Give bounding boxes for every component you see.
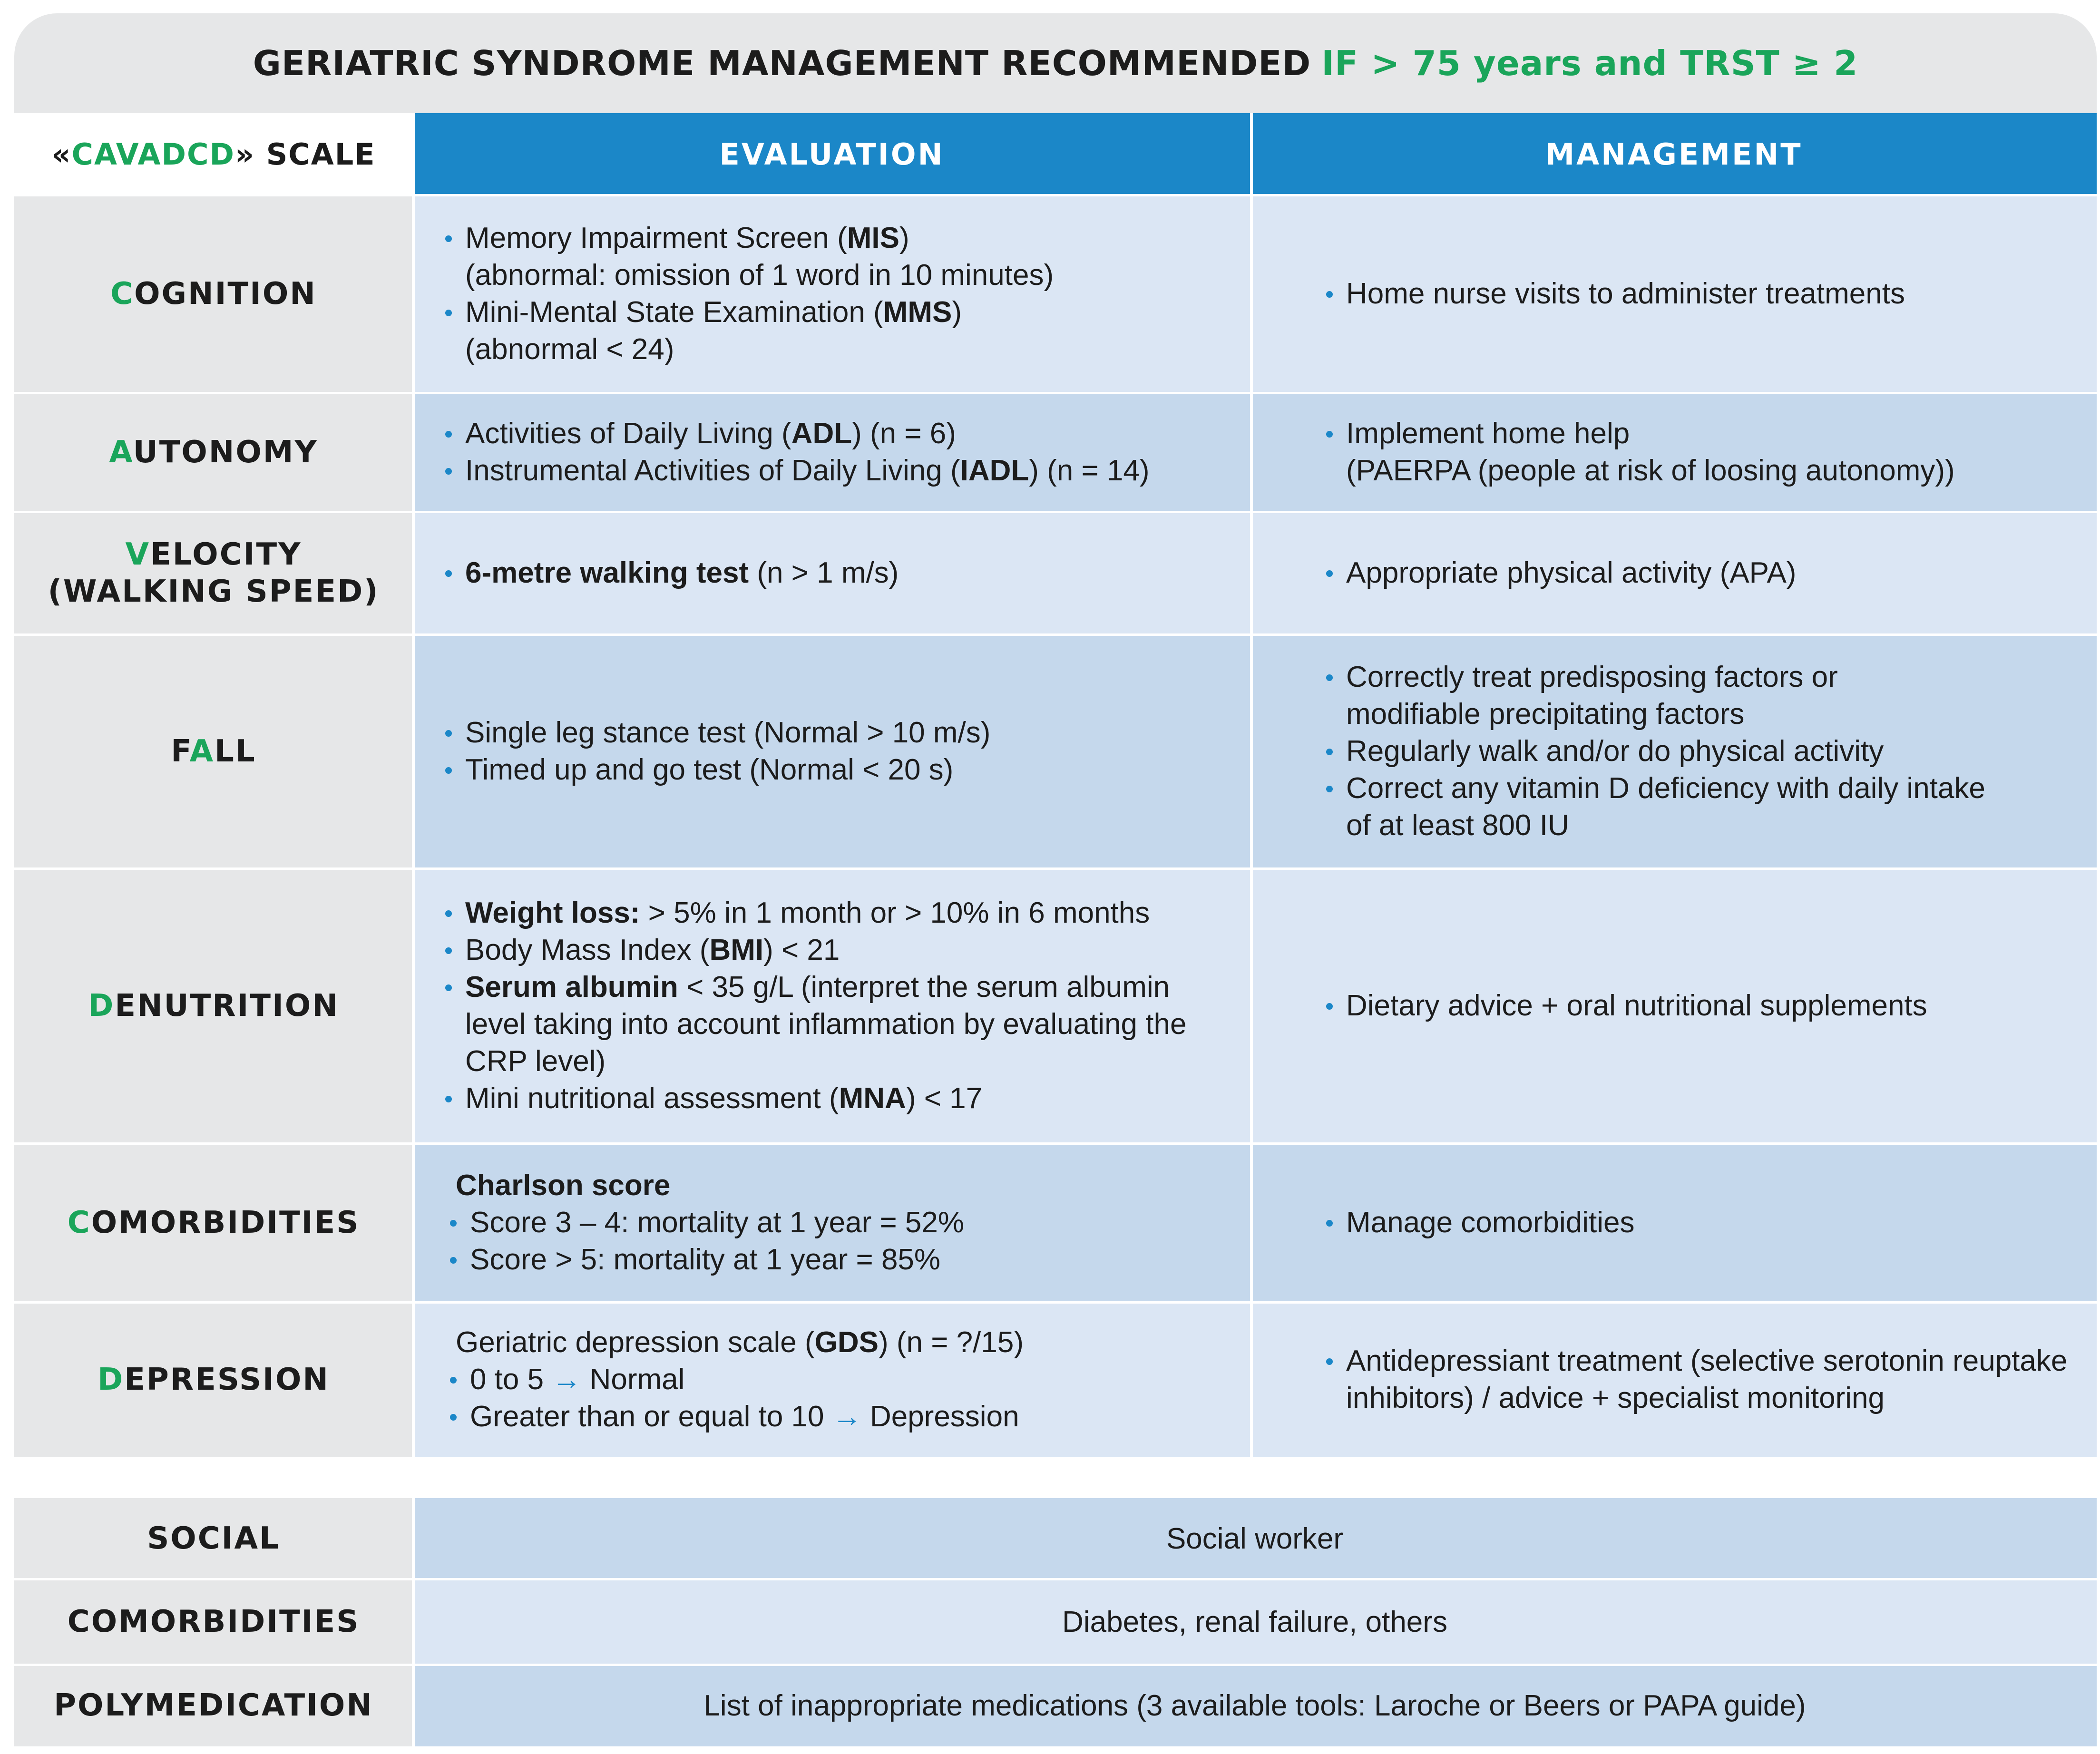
- management-header: MANAGEMENT: [1251, 113, 2097, 195]
- divider: [14, 1664, 2097, 1666]
- fall-management: Correctly treat predisposing factors or modifiable precipitating factors Regularly walk and/or do physical activity Correct any vitamin D deficiency with daily intake of at least 800 IU: [1251, 634, 2097, 868]
- divider: [14, 633, 2097, 636]
- bottom-value-polymedication: List of inappropriate medications (3 available tools: Laroche or Beers or PAPA guide): [413, 1665, 2097, 1746]
- list-item: Mini nutritional assessment (MNA) < 17: [465, 1080, 1241, 1117]
- list-item: Timed up and go test (Normal < 20 s): [465, 751, 1241, 789]
- comorbidities-management: [1251, 1143, 2097, 1302]
- scale-header: « CAVADCD » SCALE: [14, 113, 413, 195]
- velocity-management: [1251, 512, 2097, 634]
- divider: [412, 1498, 415, 1746]
- divider: [14, 392, 2097, 394]
- row-label-cognition: COGNITION: [14, 195, 413, 393]
- arrow-right-icon: →: [552, 1363, 582, 1396]
- depression-management: Antidepressiant treatment (selective serotonin reuptake inhibitors) / advice + specialist monitoring: [1251, 1302, 2097, 1457]
- list-item: Single leg stance test (Normal > 10 m/s): [465, 714, 1241, 751]
- list-item: Correctly treat predisposing factors or: [1346, 659, 2087, 696]
- list-item: Serum albumin < 35 g/L (interpret the serum albumin: [465, 969, 1241, 1006]
- divider: [412, 113, 415, 1457]
- autonomy-evaluation: [413, 393, 1251, 512]
- list-item: Appropriate physical activity (APA): [1346, 555, 2087, 592]
- velocity-evaluation: [413, 512, 1251, 634]
- list-item: Memory Impairment Screen (MIS): [465, 220, 1241, 257]
- list-item: Antidepressiant treatment (selective serotonin reuptake: [1346, 1343, 2087, 1380]
- divider: [14, 511, 2097, 513]
- depression-evaluation: [413, 1302, 1251, 1457]
- list-item: Regularly walk and/or do physical activity: [1346, 733, 2087, 770]
- list-item: 0 to 5 → Normal: [470, 1361, 1241, 1398]
- row-label-denutrition: DENUTRITION: [14, 868, 413, 1143]
- title-condition: IF > 75 years and TRST ≥ 2: [1321, 43, 1858, 83]
- row-label-velocity: VELOCITY (WALKING SPEED): [14, 512, 413, 634]
- cognition-management: [1251, 195, 2097, 393]
- list-item: Correct any vitamin D deficiency with daily intake: [1346, 770, 2087, 807]
- evaluation-header: EVALUATION: [413, 113, 1251, 195]
- fall-evaluation: [413, 634, 1251, 868]
- divider: [14, 1301, 2097, 1304]
- list-item: Score > 5: mortality at 1 year = 85%: [470, 1241, 1241, 1278]
- denutrition-management: [1251, 868, 2097, 1143]
- list-item: Greater than or equal to 10 → Depression: [470, 1398, 1241, 1435]
- list-item: Activities of Daily Living (ADL) (n = 6): [465, 415, 1241, 452]
- list-item: Home nurse visits to administer treatments: [1346, 275, 2087, 312]
- divider: [1250, 113, 1253, 1457]
- list-item: Body Mass Index (BMI) < 21: [465, 932, 1241, 969]
- list-item: Score 3 – 4: mortality at 1 year = 52%: [470, 1204, 1241, 1241]
- bottom-value-social: Social worker: [413, 1498, 2097, 1579]
- list-item: Implement home help: [1346, 415, 2087, 452]
- list-item: Manage comorbidities: [1346, 1204, 2087, 1241]
- list-item: 6-metre walking test (n > 1 m/s): [465, 555, 1241, 592]
- bottom-label-comorbidities: COMORBIDITIES: [14, 1579, 413, 1665]
- page-title: GERIATRIC SYNDROME MANAGEMENT RECOMMENDED IF > 75 years and TRST ≥ 2: [253, 43, 1858, 83]
- arrow-right-icon: →: [832, 1400, 862, 1433]
- divider: [14, 194, 2097, 196]
- autonomy-management: Implement home help (PAERPA (people at risk of loosing autonomy)): [1251, 393, 2097, 512]
- divider: [14, 1578, 2097, 1580]
- list-item: Mini-Mental State Examination (MMS): [465, 294, 1241, 331]
- row-label-autonomy: AUTONOMY: [14, 393, 413, 512]
- row-label-comorbidities: COMORBIDITIES: [14, 1143, 413, 1302]
- row-label-depression: DEPRESSION: [14, 1302, 413, 1457]
- gds-heading: Geriatric depression scale (GDS) (n = ?/15): [456, 1325, 1024, 1359]
- row-label-fall: FALL: [14, 634, 413, 868]
- cognition-evaluation: Memory Impairment Screen (MIS) (abnormal: omission of 1 word in 10 minutes) Mini-Mental State Examination (MMS) (abnormal < 24): [413, 195, 1251, 393]
- divider: [14, 1142, 2097, 1145]
- comorbidities-evaluation: [413, 1143, 1251, 1302]
- bottom-value-comorbidities: Diabetes, renal failure, others: [413, 1579, 2097, 1665]
- divider: [14, 867, 2097, 870]
- list-item: Weight loss: > 5% in 1 month or > 10% in 6 months: [465, 895, 1241, 932]
- list-item: Dietary advice + oral nutritional supplements: [1346, 987, 2087, 1024]
- charlson-heading: Charlson score: [456, 1169, 671, 1202]
- list-item: Instrumental Activities of Daily Living (IADL) (n = 14): [465, 452, 1241, 489]
- denutrition-evaluation: Weight loss: > 5% in 1 month or > 10% in 6 months Body Mass Index (BMI) < 21 Serum albumin < 35 g/L (interpret the serum albumin level taking into account inflammation by evaluating the CRP level) Mini nutritional assessment (MNA) < 17: [413, 868, 1251, 1143]
- bottom-label-polymedication: POLYMEDICATION: [14, 1665, 413, 1746]
- bottom-label-social: SOCIAL: [14, 1498, 413, 1579]
